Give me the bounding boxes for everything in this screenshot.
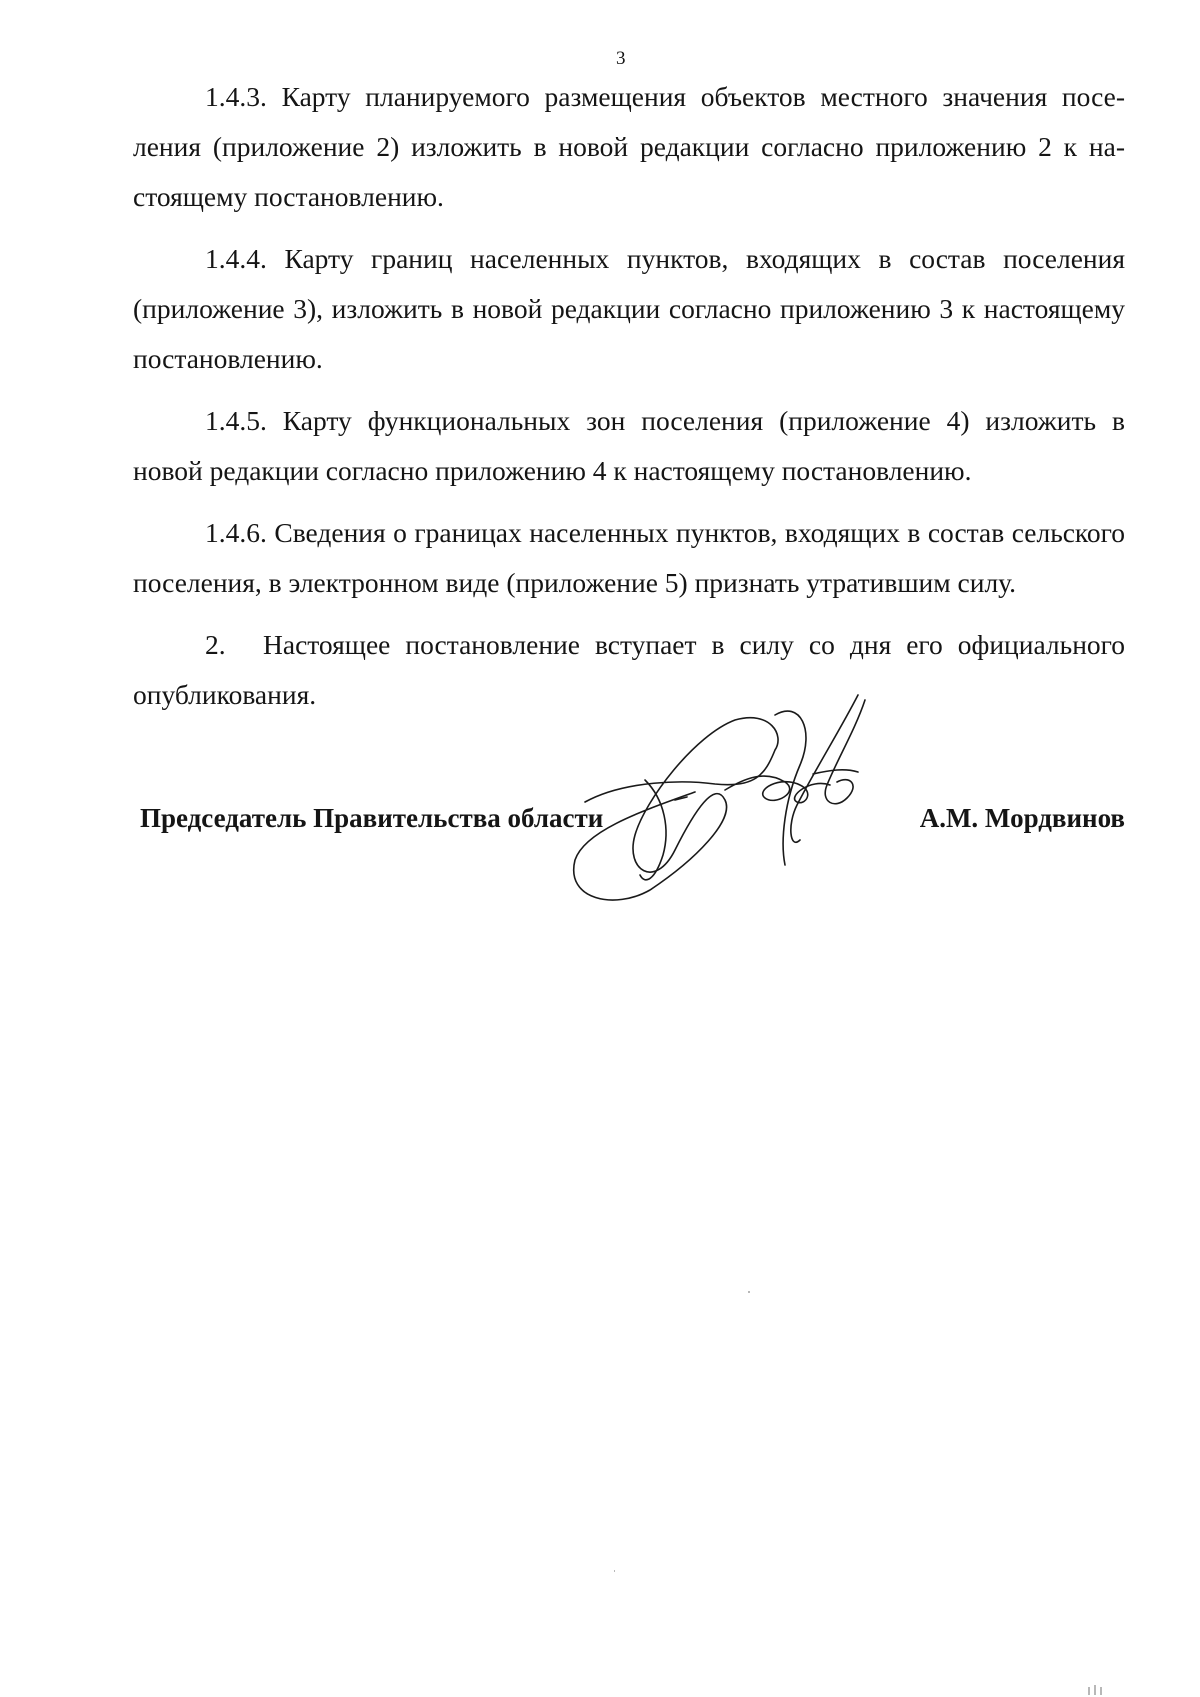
scan-edge-mark: [1094, 1685, 1096, 1695]
clause-2-text: Настоящее постановление вступает в силу со дня его официального опубликования.: [133, 629, 1125, 710]
clause-2-number: 2.: [205, 629, 226, 660]
paragraph-1-4-5: 1.4.5. Карту функциональных зон поселения (приложение 4) изложить в новой редакции согласно приложению 4 к настоящему постановлению.: [133, 405, 1125, 486]
paragraph-1-4-3: 1.4.3. Карту планируемого размещения объектов местного значения поселения (приложение 2) изложить в новой редакции согласно приложению 2 к настоящему постановлению.: [133, 81, 1125, 212]
page-number: 3: [616, 48, 626, 69]
scan-dot: [748, 1291, 750, 1293]
document-body: [133, 72, 1125, 732]
scan-edge-mark: [1088, 1687, 1090, 1695]
signatory-name: А.М. Мордвинов: [919, 803, 1125, 833]
paragraph-1-4-4: 1.4.4. Карту границ населенных пунктов, входящих в состав поселения (приложение 3), изложить в новой редакции согласно приложению 3 к настоящему постановлению.: [133, 243, 1125, 374]
signatory-position: Председатель Правительства области: [140, 803, 604, 833]
handwritten-signature: [575, 740, 935, 950]
paragraph-clause-2: [133, 620, 1125, 720]
paragraph-1-4-6: 1.4.6. Сведения о границах населенных пунктов, входящих в состав сельского поселения, в электронном виде (приложение 5) признать утратившим силу.: [133, 517, 1125, 598]
scan-dot: [614, 1570, 615, 1572]
scan-edge-mark: [1100, 1687, 1102, 1695]
